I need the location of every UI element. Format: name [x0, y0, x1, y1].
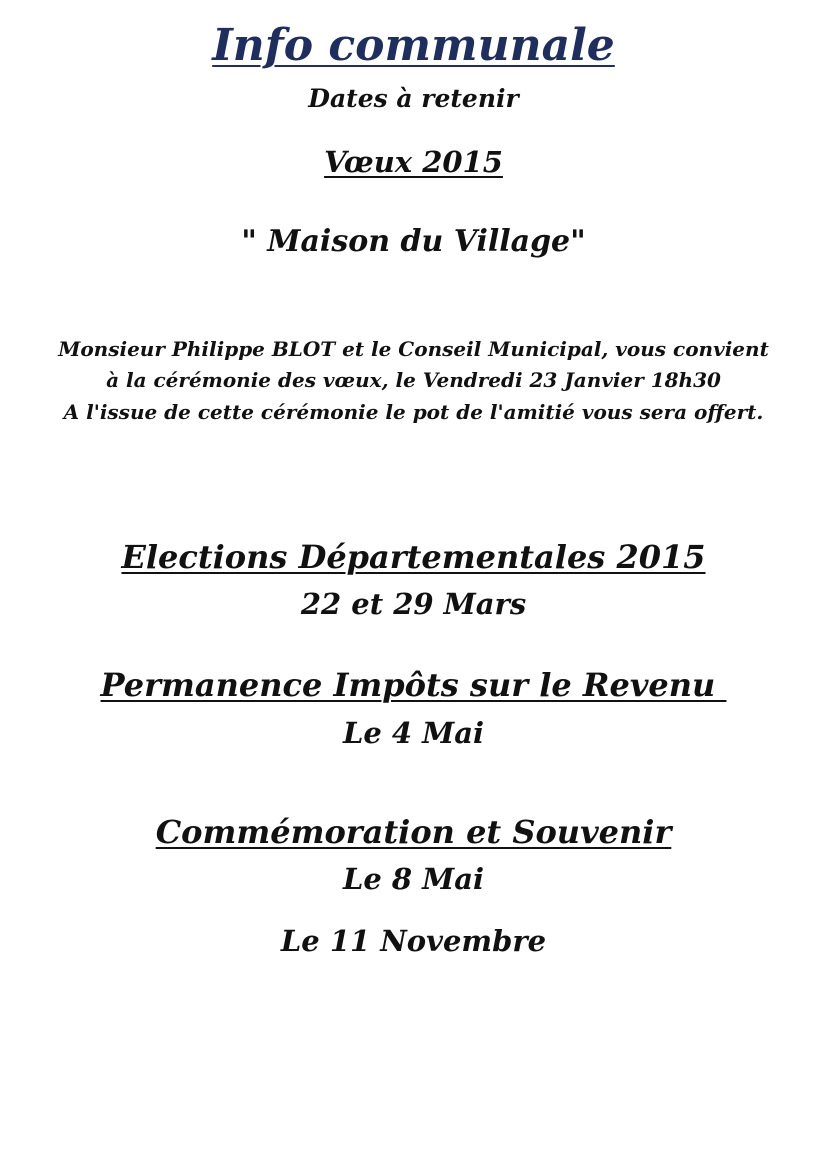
voeux-paragraph-line: A l'issue de cette cérémonie le pot de l'amitié vous sera offert.: [63, 400, 764, 424]
impots-date: Le 4 Mai: [342, 716, 485, 750]
commemoration-date: Le 8 Mai: [342, 862, 485, 896]
impots-heading: Permanence Impôts sur le Revenu: [100, 666, 727, 704]
commemoration-heading: Commémoration et Souvenir: [155, 813, 672, 851]
commemoration-date: Le 11 Novembre: [280, 924, 547, 958]
voeux-venue: " Maison du Village": [241, 224, 586, 259]
voeux-paragraph-line: Monsieur Philippe BLOT et le Conseil Municipal, vous convient: [58, 337, 769, 361]
voeux-paragraph-line: à la cérémonie des vœux, le Vendredi 23 Janvier 18h30: [106, 368, 721, 392]
elections-dates: 22 et 29 Mars: [300, 587, 527, 621]
elections-heading: Elections Départementales 2015: [121, 538, 706, 576]
voeux-heading: Vœux 2015: [324, 145, 503, 179]
page-subtitle: Dates à retenir: [308, 84, 519, 113]
page-title: Info communale: [212, 20, 615, 71]
